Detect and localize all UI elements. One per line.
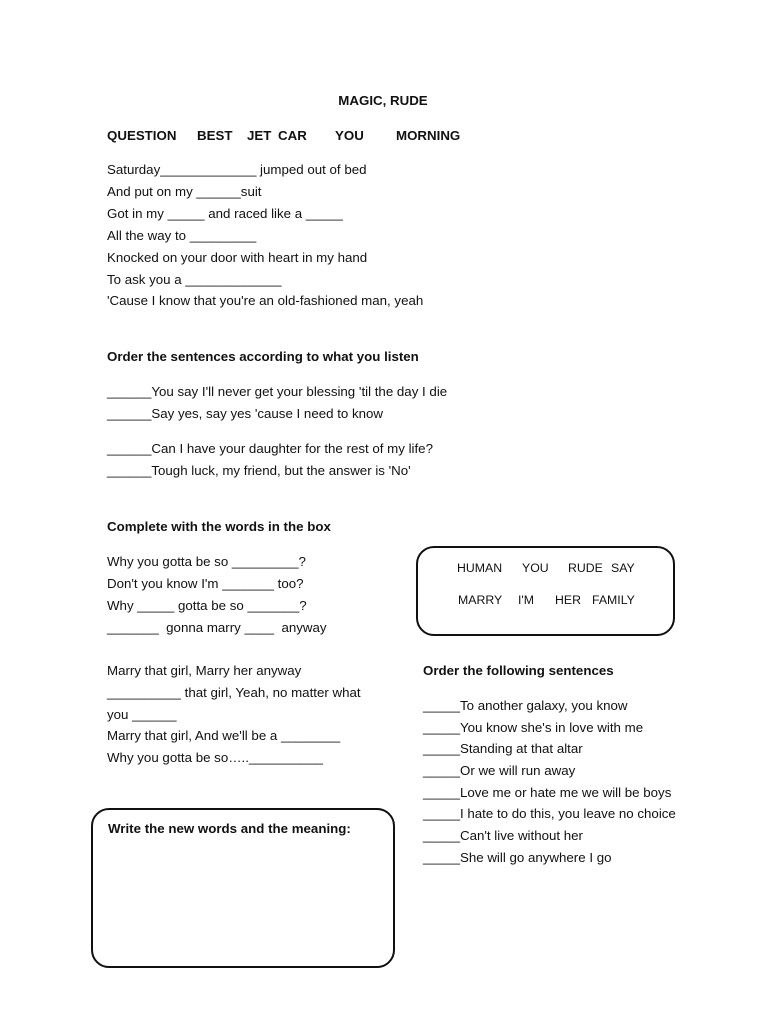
new-words-heading: Write the new words and the meaning: <box>108 821 351 836</box>
box-word: HUMAN <box>457 561 503 575</box>
worksheet-title: MAGIC, RUDE <box>338 93 428 108</box>
new-words-box[interactable] <box>91 808 395 968</box>
complete-line: Why _____ gotta be so _______? <box>107 598 307 613</box>
word-bank-item: JET <box>247 128 272 143</box>
lyric-line: Marry that girl, And we'll be a ________ <box>107 728 341 743</box>
lyric-line: Got in my _____ and raced like a _____ <box>107 206 343 221</box>
section-heading-order-following: Order the following sentences <box>423 663 614 678</box>
complete-line: Why you gotta be so _________? <box>107 554 306 569</box>
order-line: _____You know she's in love with me <box>423 720 644 735</box>
lyric-line: All the way to _________ <box>107 228 257 243</box>
section-heading-order-listen: Order the sentences according to what you listen <box>107 349 419 364</box>
box-word: YOU <box>522 561 549 575</box>
word-bank-item: BEST <box>197 128 233 143</box>
order-line: ______Can I have your daughter for the rest of my life? <box>107 441 433 456</box>
box-word: HER <box>555 593 581 607</box>
box-word: FAMILY <box>592 593 635 607</box>
order-line: _____Can't live without her <box>423 828 583 843</box>
order-line: _____Standing at that altar <box>423 741 583 756</box>
section-heading-complete: Complete with the words in the box <box>107 519 331 534</box>
order-line: ______Tough luck, my friend, but the answer is 'No' <box>107 463 411 478</box>
lyric-line: To ask you a _____________ <box>107 272 282 287</box>
word-box <box>416 546 675 636</box>
word-bank-item: QUESTION <box>107 128 177 143</box>
order-line: _____She will go anywhere I go <box>423 850 612 865</box>
lyric-line: __________ that girl, Yeah, no matter what <box>107 685 361 700</box>
lyric-line: 'Cause I know that you're an old-fashioned man, yeah <box>107 293 424 308</box>
order-line: _____Or we will run away <box>423 763 576 778</box>
complete-line: Don't you know I'm _______ too? <box>107 576 304 591</box>
lyric-line: Saturday_____________ jumped out of bed <box>107 162 367 177</box>
box-word: SAY <box>611 561 635 575</box>
box-word: MARRY <box>458 593 503 607</box>
lyric-line: Marry that girl, Marry her anyway <box>107 663 302 678</box>
complete-line: _______ gonna marry ____ anyway <box>107 620 327 635</box>
box-word: I'M <box>518 593 535 607</box>
order-line: _____I hate to do this, you leave no choice <box>423 806 676 821</box>
order-line: _____To another galaxy, you know <box>423 698 628 713</box>
order-line: ______You say I'll never get your blessing 'til the day I die <box>107 384 448 399</box>
lyric-line: And put on my ______suit <box>107 184 262 199</box>
lyric-line: Knocked on your door with heart in my hand <box>107 250 368 265</box>
lyric-line: Why you gotta be so…..__________ <box>107 750 323 765</box>
lyric-line: you ______ <box>107 707 177 722</box>
box-word: RUDE <box>568 561 603 575</box>
word-bank-item: CAR <box>278 128 307 143</box>
word-bank-item: YOU <box>335 128 364 143</box>
word-bank-item: MORNING <box>396 128 461 143</box>
order-line: _____Love me or hate me we will be boys <box>423 785 672 800</box>
order-line: ______Say yes, say yes 'cause I need to know <box>107 406 384 421</box>
